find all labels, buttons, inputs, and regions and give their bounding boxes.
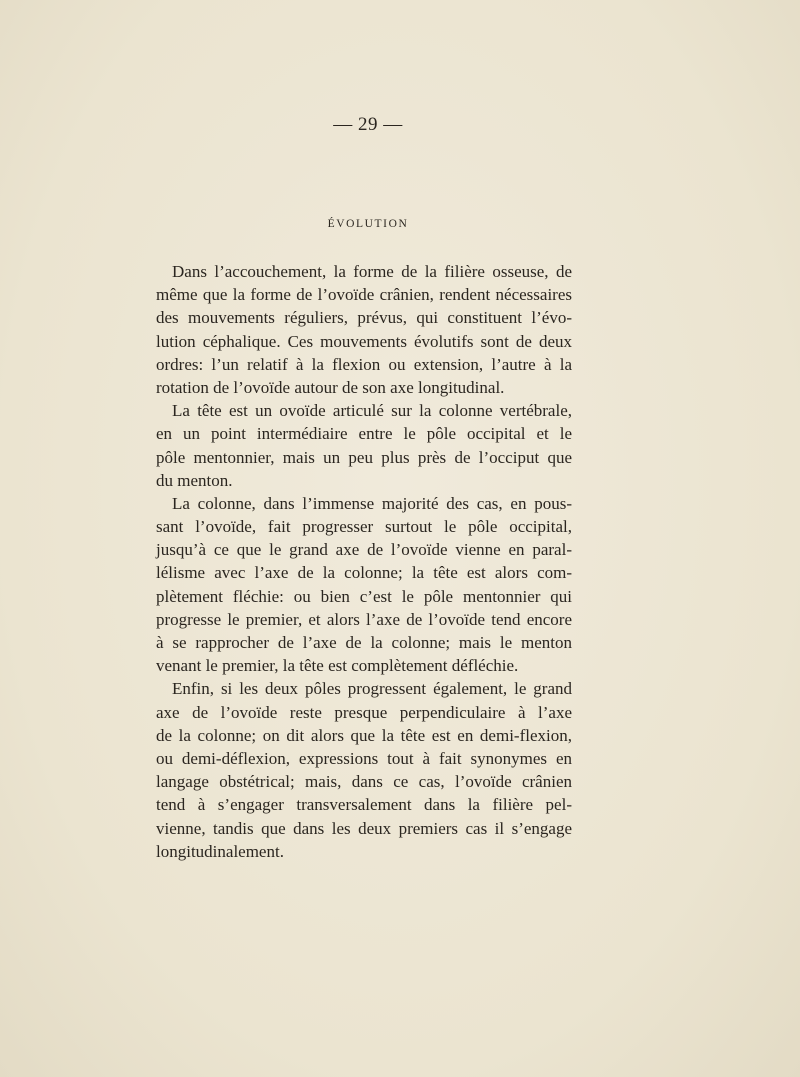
page-number: — 29 — xyxy=(333,114,403,135)
text-line: de la colonne; on dit alors que la tête est en demi-flexion, xyxy=(156,725,572,745)
paragraph xyxy=(156,399,572,492)
text-line: lélisme avec l’axe de la colonne; la tête est alors com- xyxy=(156,563,572,583)
paragraph xyxy=(156,492,572,678)
text-line: même que la forme de l’ovoïde crânien, rendent nécessaires xyxy=(156,285,572,305)
body-text xyxy=(156,260,572,863)
text-line: Enfin, si les deux pôles progressent également, le grand xyxy=(172,679,572,699)
text-line: vienne, tandis que dans les deux premiers cas il s’engage xyxy=(156,818,572,838)
text-line: ordres: l’un relatif à la flexion ou extension, l’autre à la xyxy=(156,354,572,374)
text-line: lution céphalique. Ces mouvements évolutifs sont de deux xyxy=(156,331,572,351)
text-line: sant l’ovoïde, fait progresser surtout le pôle occipital, xyxy=(156,517,572,537)
text-line: rotation de l’ovoïde autour de son axe longitudinal. xyxy=(156,377,505,397)
text-line: plètement fléchie: ou bien c’est le pôle mentonnier qui xyxy=(156,586,572,606)
text-line: ou demi-déflexion, expressions tout à fait synonymes en xyxy=(156,748,572,768)
text-line: venant le premier, la tête est complètement défléchie. xyxy=(156,656,519,676)
text-line: Dans l’accouchement, la forme de la filière osseuse, de xyxy=(172,262,572,281)
text-line: longitudinalement. xyxy=(156,841,284,861)
text-line: La colonne, dans l’immense majorité des cas, en pous- xyxy=(172,493,572,513)
paragraph xyxy=(156,677,572,863)
text-line: progresse le premier, et alors l’axe de l’ovoïde tend encore xyxy=(156,609,572,629)
section-title: ÉVOLUTION xyxy=(327,218,409,230)
text-line: en un point intermédiaire entre le pôle occipital et le xyxy=(156,424,572,444)
text-line: La tête est un ovoïde articulé sur la colonne vertébrale, xyxy=(172,401,572,421)
text-line: axe de l’ovoïde reste presque perpendiculaire à l’axe xyxy=(156,702,572,722)
text-line: tend à s’engager transversalement dans la filière pel- xyxy=(156,795,572,815)
text-line: pôle mentonnier, mais un peu plus près de l’occiput que xyxy=(156,447,572,467)
text-line: langage obstétrical; mais, dans ce cas, l’ovoïde crânien xyxy=(156,772,572,792)
text-line: du menton. xyxy=(156,470,233,490)
text-line: des mouvements réguliers, prévus, qui constituent l’évo- xyxy=(156,308,572,328)
text-line: à se rapprocher de l’axe de la colonne; mais le menton xyxy=(156,633,572,652)
paragraph xyxy=(156,260,572,399)
text-line: jusqu’à ce que le grand axe de l’ovoïde vienne en paral- xyxy=(156,540,572,560)
